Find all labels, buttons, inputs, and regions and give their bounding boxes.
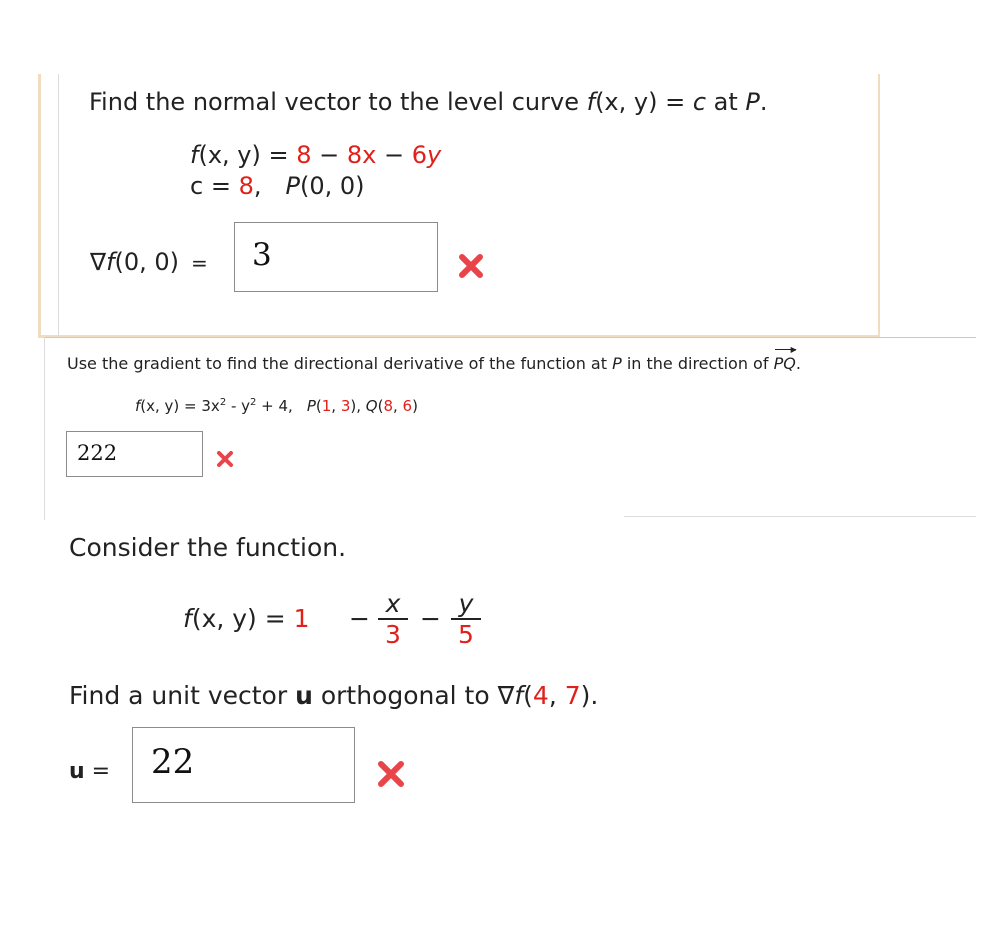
problem-3-function: f(x, y) = 1: [183, 604, 310, 633]
incorrect-x-icon: [376, 759, 406, 789]
incorrect-x-icon: [216, 450, 234, 468]
problem-1-divider: [58, 74, 59, 338]
answer-input-1[interactable]: 3: [234, 222, 438, 292]
problem-1-function: f(x, y) = 8 − 8x − 6y: [190, 141, 442, 169]
problem-2-bottom-border: [624, 516, 976, 517]
fraction-x-over-3: x 3: [378, 590, 408, 650]
minus-sign-1: −: [349, 604, 370, 633]
problem-2-prompt: Use the gradient to find the directional derivative of the function at P in the direction of ▶ PQ.: [67, 345, 801, 373]
u-label: u =: [69, 759, 111, 784]
vector-arrowhead: ▶: [790, 345, 797, 354]
problem-1-prompt: Find the normal vector to the level curve f(x, y) = c at P.: [89, 88, 768, 116]
minus-sign-2: −: [420, 604, 441, 633]
problem-3-intro: Consider the function.: [69, 533, 347, 562]
problem-2-top-border: [44, 337, 976, 338]
problem-2-left-border: [44, 337, 45, 520]
fraction-y-over-5: y 5: [451, 590, 481, 650]
answer-input-3[interactable]: 22: [132, 727, 355, 803]
problem-3-task: Find a unit vector u orthogonal to ∇f(4, 7).: [69, 681, 599, 710]
answer-input-2[interactable]: 222: [66, 431, 203, 477]
gradient-label: ∇f(0, 0) =: [90, 248, 208, 276]
problem-1-constants: c = 8, P(0, 0): [190, 172, 365, 200]
incorrect-x-icon: [457, 252, 485, 280]
problem-2-function: f(x, $y) = 3x^2 - y^2 + 4$, P(1, 3), Q(8, 6): [135, 397, 418, 415]
